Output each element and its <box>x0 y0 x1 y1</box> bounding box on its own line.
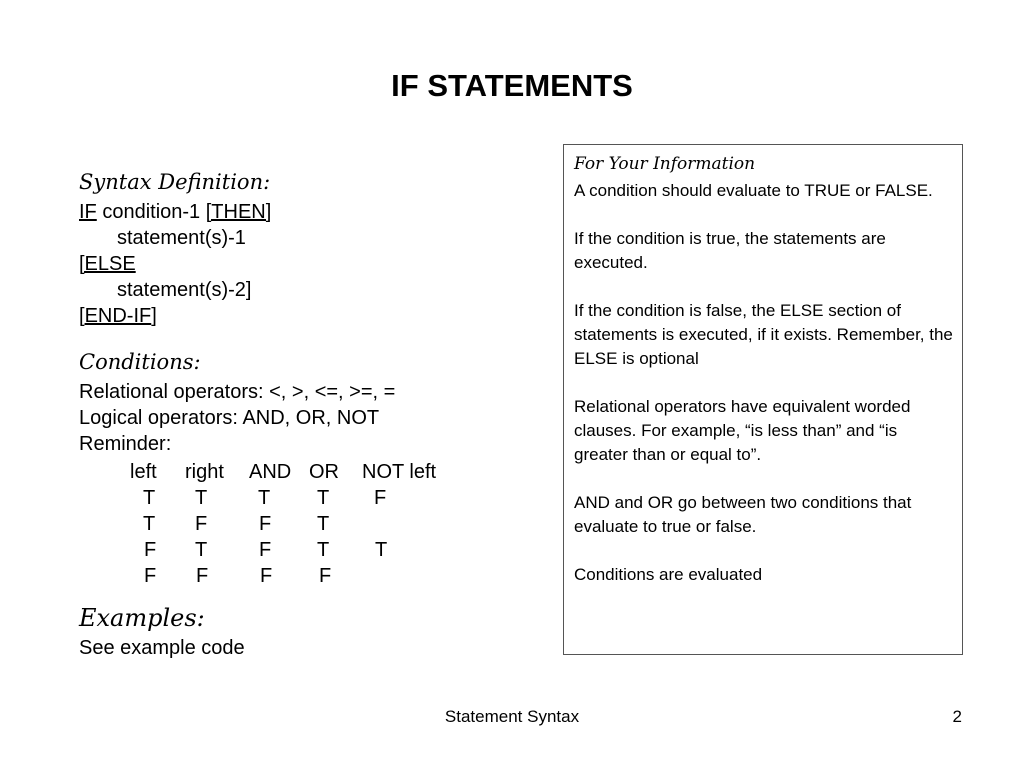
syntax-line-else: [ELSE <box>79 253 136 275</box>
fyi-paragraph: If the condition is true, the statements are executed. <box>574 229 886 272</box>
truth-table-cell: T <box>143 487 156 509</box>
footer-title: Statement Syntax <box>444 707 580 726</box>
truth-table-cell: F <box>195 513 208 535</box>
page-number: 2 <box>952 707 962 726</box>
truth-table-header: AND <box>249 461 292 483</box>
fyi-paragraph: If the condition is false, the ELSE section of statements is executed, if it exists. Remember, the ELSE is optional <box>574 301 953 368</box>
conditions-heading: Conditions: <box>79 350 201 374</box>
slide-title: IF STATEMENTS <box>391 68 633 103</box>
examples-heading: Examples: <box>79 604 205 632</box>
spacer <box>79 329 549 345</box>
truth-table-cell: T <box>258 487 271 509</box>
truth-table-cell: T <box>195 487 208 509</box>
truth-table-cell: F <box>319 565 332 587</box>
fyi-paragraph: AND and OR go between two conditions that evaluate to true or false. <box>574 493 912 536</box>
truth-table-cell: F <box>260 565 273 587</box>
truth-table-cell: F <box>144 539 157 561</box>
truth-table-cell: T <box>195 539 208 561</box>
truth-table-header: right <box>185 461 224 483</box>
truth-table-cell: F <box>259 539 272 561</box>
syntax-line-end-if <box>79 303 549 329</box>
reminder-label: Reminder: <box>79 433 172 455</box>
then-keyword: [THEN] <box>205 201 272 223</box>
truth-table-cell: T <box>317 539 330 561</box>
truth-table-cell: T <box>143 513 156 535</box>
fyi-paragraph: A condition should evaluate to TRUE or FALSE. <box>574 181 933 200</box>
fyi-paragraph: Relational operators have equivalent worded clauses. For example, “is less than” and “is greater than or equal to”. <box>574 397 911 464</box>
truth-table-header: OR <box>309 461 339 483</box>
end-if-open: [ <box>79 305 85 327</box>
fyi-box <box>563 144 963 655</box>
truth-table <box>79 457 549 587</box>
relational-operators: Relational operators: <, >, <=, >=, = <box>79 381 396 403</box>
condition-text: condition-1 <box>96 201 206 223</box>
syntax-heading: Syntax Definition: <box>79 170 271 194</box>
end-if-keyword: END-IF <box>84 305 152 327</box>
fyi-title: For Your Information <box>574 154 756 174</box>
syntax-line-statement-1: statement(s)-1 <box>117 227 246 249</box>
syntax-line-if <box>79 199 549 225</box>
truth-table-header: NOT left <box>362 461 437 483</box>
spacer <box>79 587 549 601</box>
truth-table-cell: F <box>144 565 157 587</box>
syntax-line-statement-2: statement(s)-2] <box>117 279 252 301</box>
truth-table-cell: F <box>196 565 209 587</box>
truth-table-cell: F <box>374 487 387 509</box>
left-content <box>79 165 549 661</box>
truth-table-header: left <box>130 461 157 483</box>
truth-table-cell: T <box>317 513 330 535</box>
truth-table-cell: F <box>259 513 272 535</box>
if-keyword: IF <box>79 201 97 223</box>
logical-operators: Logical operators: AND, OR, NOT <box>79 407 380 429</box>
examples-text: See example code <box>79 637 245 659</box>
end-if-close: ] <box>151 305 157 327</box>
fyi-paragraph: Conditions are evaluated <box>574 565 763 584</box>
truth-table-cell: T <box>375 539 388 561</box>
truth-table-cell: T <box>317 487 330 509</box>
